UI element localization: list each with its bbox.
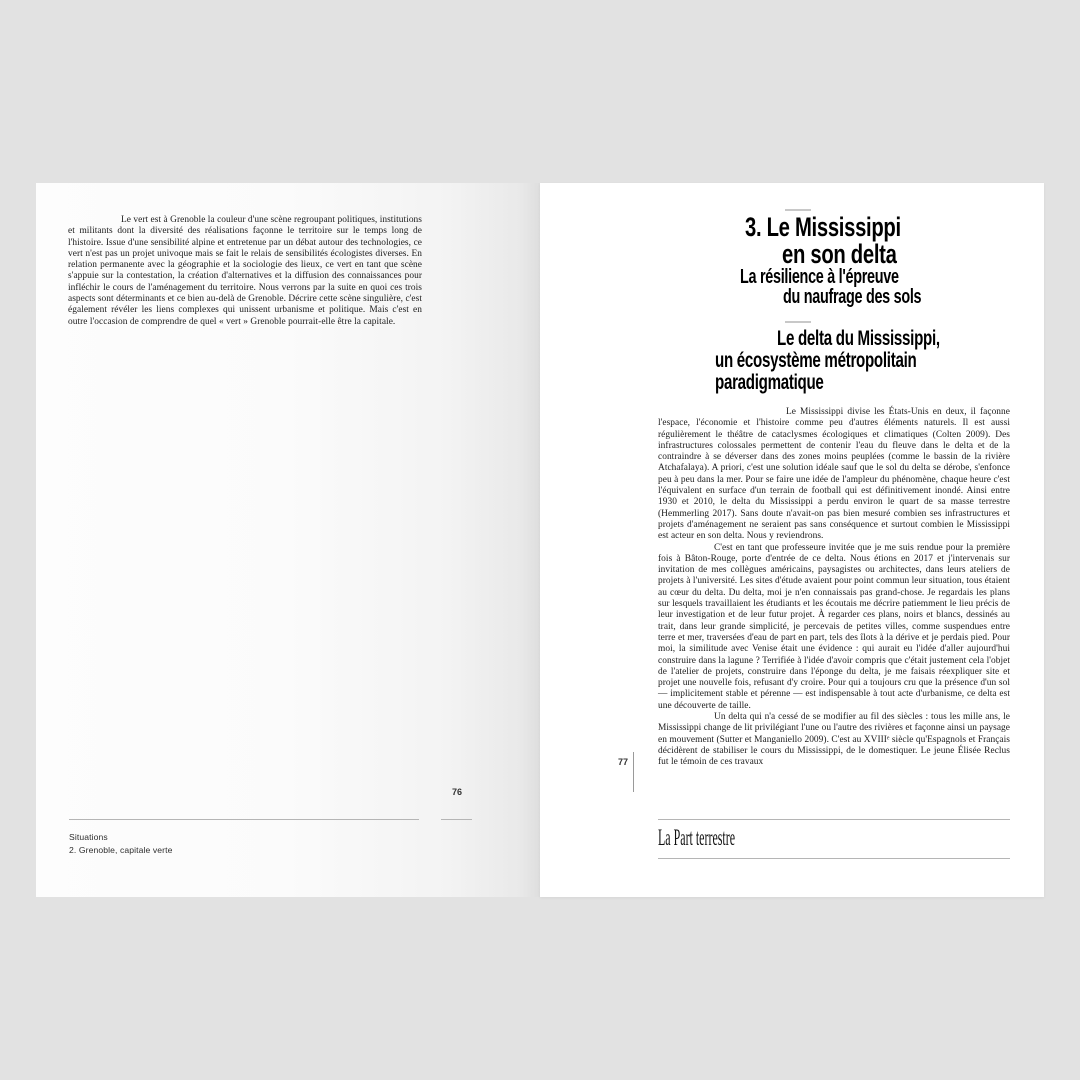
right-page-body [658, 407, 1010, 769]
body-paragraph: Un delta qui n'a cessé de se modifier au fil des siècles : tous les mille ans, le Mississippi change de lit privilégiant l'une ou l'autre des rivières et façonne ainsi un paysage en mouvement (Sutter et Manganiello 2009). C'est au XVIIIᵉ siècle qu'Espagnols et Français décidèrent de stabiliser le cours du Mississippi, de le domestiquer. Le jeune Élisée Reclus fut le témoin de ces travaux [658, 712, 1010, 768]
chapter-subtitle-line-2: du naufrage des sols [783, 286, 922, 308]
running-footer-rule-bottom [658, 858, 1010, 859]
right-page-number: 77 [617, 757, 628, 767]
body-paragraph: C'est en tant que professeure invitée que je me suis rendue pour la première fois à Bâton-Rouge, porte d'entrée de ce delta. Nous étions en 2017 et j'intervenais sur invitation de mes collègues américains, paysagistes ou architectes, dans leurs ateliers de projets à l'université. Les sites d'étude avaient pour point commun leur situation, tous étaient au cœur du delta. Du delta, moi je n'en connaissais pas grand-chose. Je regardais les plans sur lesquels travaillaient les étudiants et les écoutais me décrire patiemment le lieu précis de leur investigation et de leur futur projet. À regarder ces plans, noirs et blancs, dessinés au trait, dans leur grande simplicité, je percevais de petites villes, comme suspendues entre terre et mer, traversées d'eau de part en part, tels des îlots à la dérive et je perdais pied. Pour moi, la similitude avec Venise était une évidence : qui aurait eu l'idée d'aller aujourd'hui construire dans la lagune ? Terrifiée à l'idée d'avoir compris que c'était justement cela l'objet de l'atelier de projets, construire dans l'éponge du delta, je me faisais réexpliquer site et projet une nouvelle fois, refusant d'y croire. Pour qui a toujours cru que la présence d'un sol — implicitement stable et pérenne — est indispensable à tout acte d'urbanisme, ce delta est une découverte de taille. [658, 542, 1010, 711]
left-page-number: 76 [451, 787, 462, 797]
running-footer-rule-top [658, 819, 1010, 820]
left-footer-rule-short [441, 819, 472, 820]
section-heading-line-1: Le delta du Mississippi, [777, 327, 940, 350]
right-page [540, 183, 1044, 897]
page-number-divider [633, 752, 634, 792]
section-heading-line-3: paradigmatique [715, 371, 824, 394]
chapter-title-line-1: 3. Le Mississippi [745, 212, 901, 242]
chapter-subtitle-line-1: La résilience à l'épreuve [740, 266, 899, 288]
left-page-paragraph: Le vert est à Grenoble la couleur d'une scène regroupant politiques, institutions et militants dont la diversité des réalisations façonne le territoire sur le temps long de l'histoire. Issue d'une sensibilité alpine et entretenue par un débat autour des technologies, ce vert n'est pas un projet univoque mais se fait le relais de sensibilités écologistes diverses. En relation permanente avec la géographie et la sociologie des lieux, ce vert en tant que scène s'appuie sur la contestation, la création d'alternatives et la diffusion des connaissances pour infléchir le cours de l'aménagement du territoire. Nous verrons par la suite en quoi ces trois aspects sont déterminants et ce bien au-delà de Grenoble. Décrire cette scène singulière, c'est également révéler les liens complexes qui unissent urbanisme et politique. Mais c'est en outre l'occasion de comprendre de quel « vert » Grenoble pourrait-elle être la capitale. [68, 215, 422, 327]
left-page [36, 183, 540, 897]
running-footer-title: La Part terrestre [658, 825, 736, 850]
footer-chapter-label: 2. Grenoble, capitale verte [69, 844, 173, 855]
section-ornament-rule [785, 321, 811, 323]
left-footer [69, 831, 173, 856]
body-paragraph: Le Mississippi divise les États-Unis en deux, il façonne l'espace, l'économie et l'histoire comme peu d'autres éléments naturels. Il est aussi régulièrement le théâtre de cataclysmes écologiques et climatiques (Colten 2009). Des infrastructures colossales permettent de contenir l'eau du fleuve dans le delta et de la contraindre à se déverser dans des zones moins peuplées (comme le bassin de la rivière Atchafalaya). A priori, c'est une solution idéale sauf que le sol du delta se dérobe, s'enfonce peu à peu dans la mer. Pour se faire une idée de l'ampleur du phénomène, chaque heure c'est l'équivalent en surface d'un terrain de football qui est définitivement inondé. Ainsi entre 1930 et 2010, le delta du Mississippi a perdu environ le quart de sa masse terrestre (Hemmerling 2017). Sans doute n'avait-on pas bien mesuré combien ses infrastructures et projets d'aménagement ne seraient pas sans conséquence et surtout combien le Mississippi est acteur en son delta. Nous y reviendrons. [658, 407, 1010, 542]
left-footer-rule-long [69, 819, 419, 820]
chapter-ornament-rule [785, 209, 811, 211]
footer-series-label: Situations [69, 832, 108, 842]
chapter-title-line-2: en son delta [782, 239, 897, 269]
section-heading-line-2: un écosystème métropolitain [715, 349, 917, 372]
